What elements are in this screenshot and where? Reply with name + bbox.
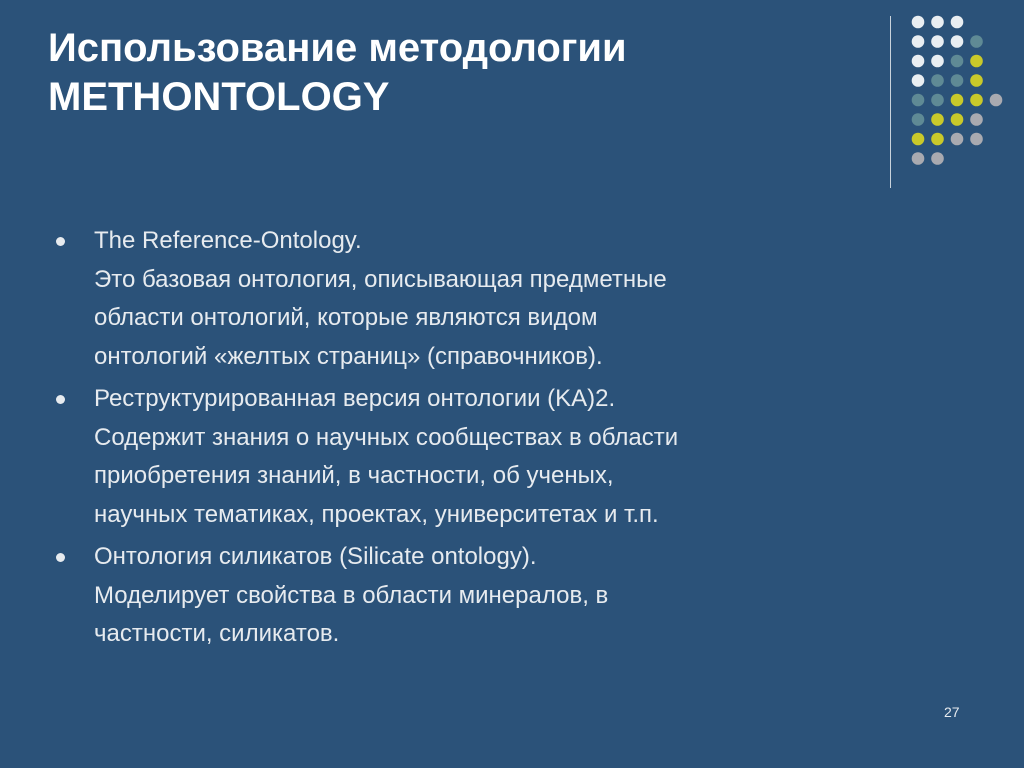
bullet-1-line-4: онтологий «желтых страниц» (справочников). — [94, 342, 603, 370]
decorative-dot — [970, 74, 983, 87]
decorative-dot — [970, 55, 983, 68]
decorative-dot — [912, 55, 925, 68]
bullet-dot-icon — [56, 237, 65, 246]
slide-title-line-2: METHONTOLOGY — [48, 75, 390, 119]
decorative-dot — [912, 113, 925, 126]
decorative-dot — [931, 16, 944, 29]
decorative-dot — [912, 94, 925, 107]
bullet-1-line-2: Это базовая онтология, описывающая предметные — [94, 265, 667, 293]
bullet-dot-icon — [56, 395, 65, 404]
decorative-dot — [990, 94, 1003, 107]
decorative-dot — [931, 133, 944, 146]
slide-title-line-1: Использование методологии — [48, 26, 627, 70]
decorative-dot — [931, 55, 944, 68]
bullet-3-line-1: Онтология силикатов (Silicate ontology). — [94, 543, 537, 570]
decorative-dot — [951, 94, 964, 107]
bullet-2-line-4: научных тематиках, проектах, университетах и т.п. — [94, 500, 659, 528]
decorative-dot — [912, 133, 925, 146]
bullet-1-line-1: The Reference-Ontology. — [94, 227, 362, 254]
decorative-dot — [931, 35, 944, 48]
bullet-1-line-3: области онтологий, которые являются видом — [94, 304, 598, 331]
decorative-dot — [931, 94, 944, 107]
slide-title — [48, 24, 868, 122]
decorative-dot — [970, 133, 983, 146]
decorative-dot — [951, 35, 964, 48]
decorative-dot — [931, 74, 944, 87]
decorative-vertical-line — [890, 16, 891, 188]
decorative-dot — [912, 16, 925, 29]
decorative-dot — [912, 152, 925, 165]
decorative-dot — [931, 152, 944, 165]
decorative-dot — [951, 55, 964, 68]
bullet-item-1 — [56, 222, 876, 376]
decorative-dot — [951, 16, 964, 29]
decorative-dot — [970, 35, 983, 48]
bullet-3-line-3: частности, силикатов. — [94, 620, 340, 647]
bullet-dot-icon — [56, 553, 65, 562]
bullet-2-line-3: приобретения знаний, в частности, об ученых, — [94, 462, 614, 489]
decorative-dot — [951, 74, 964, 87]
decorative-dot — [912, 74, 925, 87]
bullet-2-line-2: Содержит знания о научных сообществах в области — [94, 423, 679, 451]
bullet-2-line-1: Реструктурированная версия онтологии (KA)2. — [94, 385, 616, 412]
bullet-item-2 — [56, 380, 876, 534]
decorative-dot — [912, 35, 925, 48]
decorative-dot — [931, 113, 944, 126]
decorative-dot — [951, 133, 964, 146]
bullet-list — [56, 222, 876, 658]
decorative-dot — [951, 113, 964, 126]
bullet-item-3 — [56, 538, 876, 654]
decorative-dot — [970, 113, 983, 126]
page-number: 27 — [944, 704, 960, 720]
decorative-dot — [970, 94, 983, 107]
bullet-3-line-2: Моделирует свойства в области минералов, в — [94, 581, 609, 609]
